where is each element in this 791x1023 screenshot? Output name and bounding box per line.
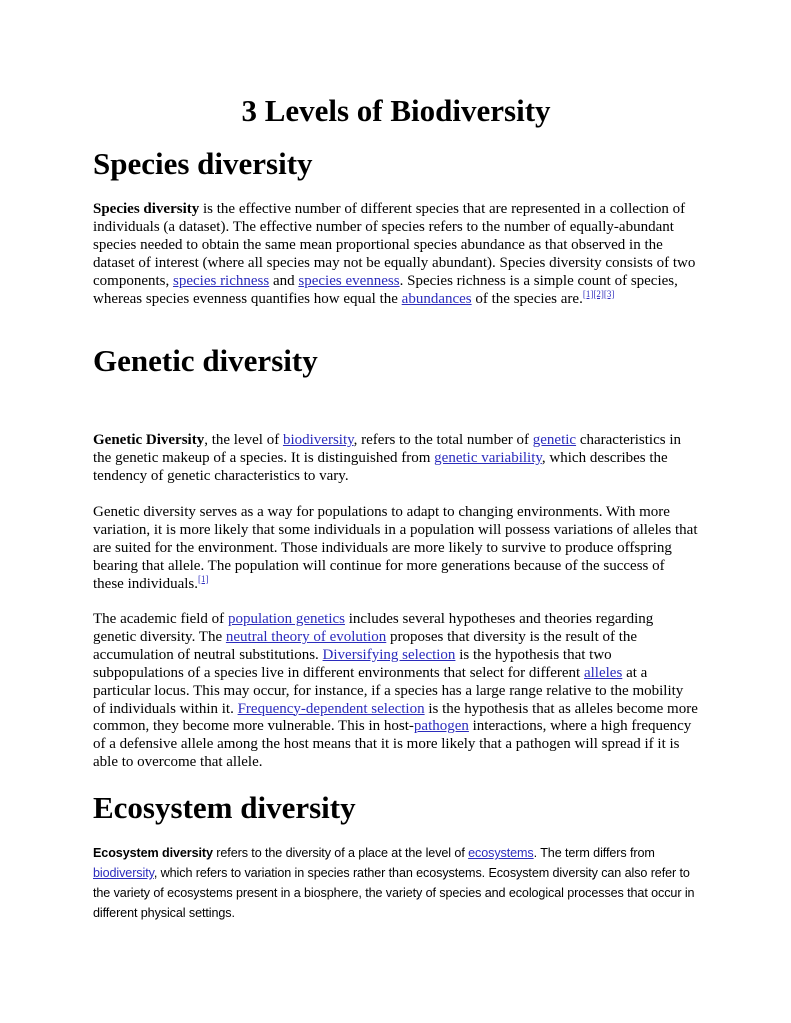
link-pathogen[interactable]: pathogen xyxy=(413,718,469,735)
link-population-genetics[interactable]: population genetics xyxy=(227,611,345,627)
link-neutral-theory[interactable]: neutral theory of evolution xyxy=(225,628,387,645)
text: refers to the diversity of a place at the level of xyxy=(212,846,469,860)
link-ecosystems[interactable]: ecosystems xyxy=(468,846,534,860)
link-genetic[interactable]: genetic xyxy=(532,432,577,448)
text: Genetic diversity serves as a way for populations to adapt to changing environments. With more variation, it is more likely that some individuals in a population will possess variations of alleles that are suited for the environment. Those individuals are more likely to survive to produce offspring bearing that allele. The population will continue for more generations because of the success of these individuals. xyxy=(93,504,698,592)
text: is the hypothesis that as alleles become more common, they become more vulnerable. This in host- xyxy=(93,700,698,735)
link-frequency-dependent-selection[interactable]: Frequency-dependent selection xyxy=(237,700,425,717)
link-genetic-variability[interactable]: genetic variability xyxy=(434,449,542,466)
text: is the effective number of different species that are represented in a collection of individuals (a dataset). The effective number of species refers to the number of equally-abundant species needed to obtain the same mean proportional species abundance as that observed in the dataset of interest (where all species may not be equally abundant). Species diversity consists of two components, xyxy=(93,201,696,289)
paragraph-genetic-3 xyxy=(93,611,699,772)
text: . The term differs from xyxy=(533,846,655,860)
text: and xyxy=(269,272,299,289)
heading-ecosystem-diversity: Ecosystem diversity xyxy=(93,790,356,825)
text: characteristics in the genetic makeup of a species. It is distinguished from xyxy=(93,432,682,466)
text: , which describes the tendency of genetic characteristics to vary. xyxy=(93,449,668,484)
text: includes several hypotheses and theories regarding genetic diversity. The xyxy=(93,611,654,645)
heading-species-diversity: Species diversity xyxy=(93,146,313,181)
link-diversifying-selection[interactable]: Diversifying selection xyxy=(322,646,456,663)
paragraph-species-1 xyxy=(93,201,699,308)
link-abundances[interactable]: abundances xyxy=(401,290,472,307)
link-biodiversity[interactable]: biodiversity xyxy=(282,432,354,448)
text: . Species richness is a simple count of species, whereas species evenness quantifies how equal the xyxy=(93,272,678,307)
text: interactions, where a high frequency of a defensive allele among the host means that it is more likely that a pathogen will spread if it is able to overcome that allele. xyxy=(93,718,692,771)
paragraph-genetic-1 xyxy=(93,432,699,486)
paragraph-genetic-2 xyxy=(93,504,699,594)
paragraph-ecosystem-1 xyxy=(93,843,699,923)
link-biodiversity[interactable]: biodiversity xyxy=(93,866,154,880)
bold-term: Species diversity xyxy=(93,201,200,217)
text: The academic field of xyxy=(93,611,228,627)
bold-term: Genetic Diversity xyxy=(93,432,205,448)
document-title: 3 Levels of Biodiversity xyxy=(241,93,551,128)
text: at a particular locus. This may occur, for instance, if a species has a large range relative to the mobility of individuals within it. xyxy=(93,664,684,717)
text: of the species are. xyxy=(471,290,583,307)
text: is the hypothesis that two subpopulations of a species live in different environments that select for different xyxy=(93,646,612,681)
bold-term: Ecosystem diversity xyxy=(93,846,213,860)
citation-link[interactable]: [1][2][3] xyxy=(582,288,615,299)
link-species-evenness[interactable]: species evenness xyxy=(298,272,400,289)
text: proposes that diversity is the result of the accumulation of neutral substitutions. xyxy=(93,628,638,663)
text: , which refers to variation in species rather than ecosystems. Ecosystem diversity can also refer to the variety of ecosystems present in a biosphere, the variety of species and ecological processes that occur in different physical settings. xyxy=(93,866,695,920)
heading-genetic-diversity: Genetic diversity xyxy=(93,343,318,378)
text: , refers to the total number of xyxy=(353,432,533,448)
link-species-richness[interactable]: species richness xyxy=(173,272,270,289)
citation-link[interactable]: [1] xyxy=(198,573,209,584)
link-alleles[interactable]: alleles xyxy=(583,664,623,681)
text: , the level of xyxy=(204,432,283,448)
